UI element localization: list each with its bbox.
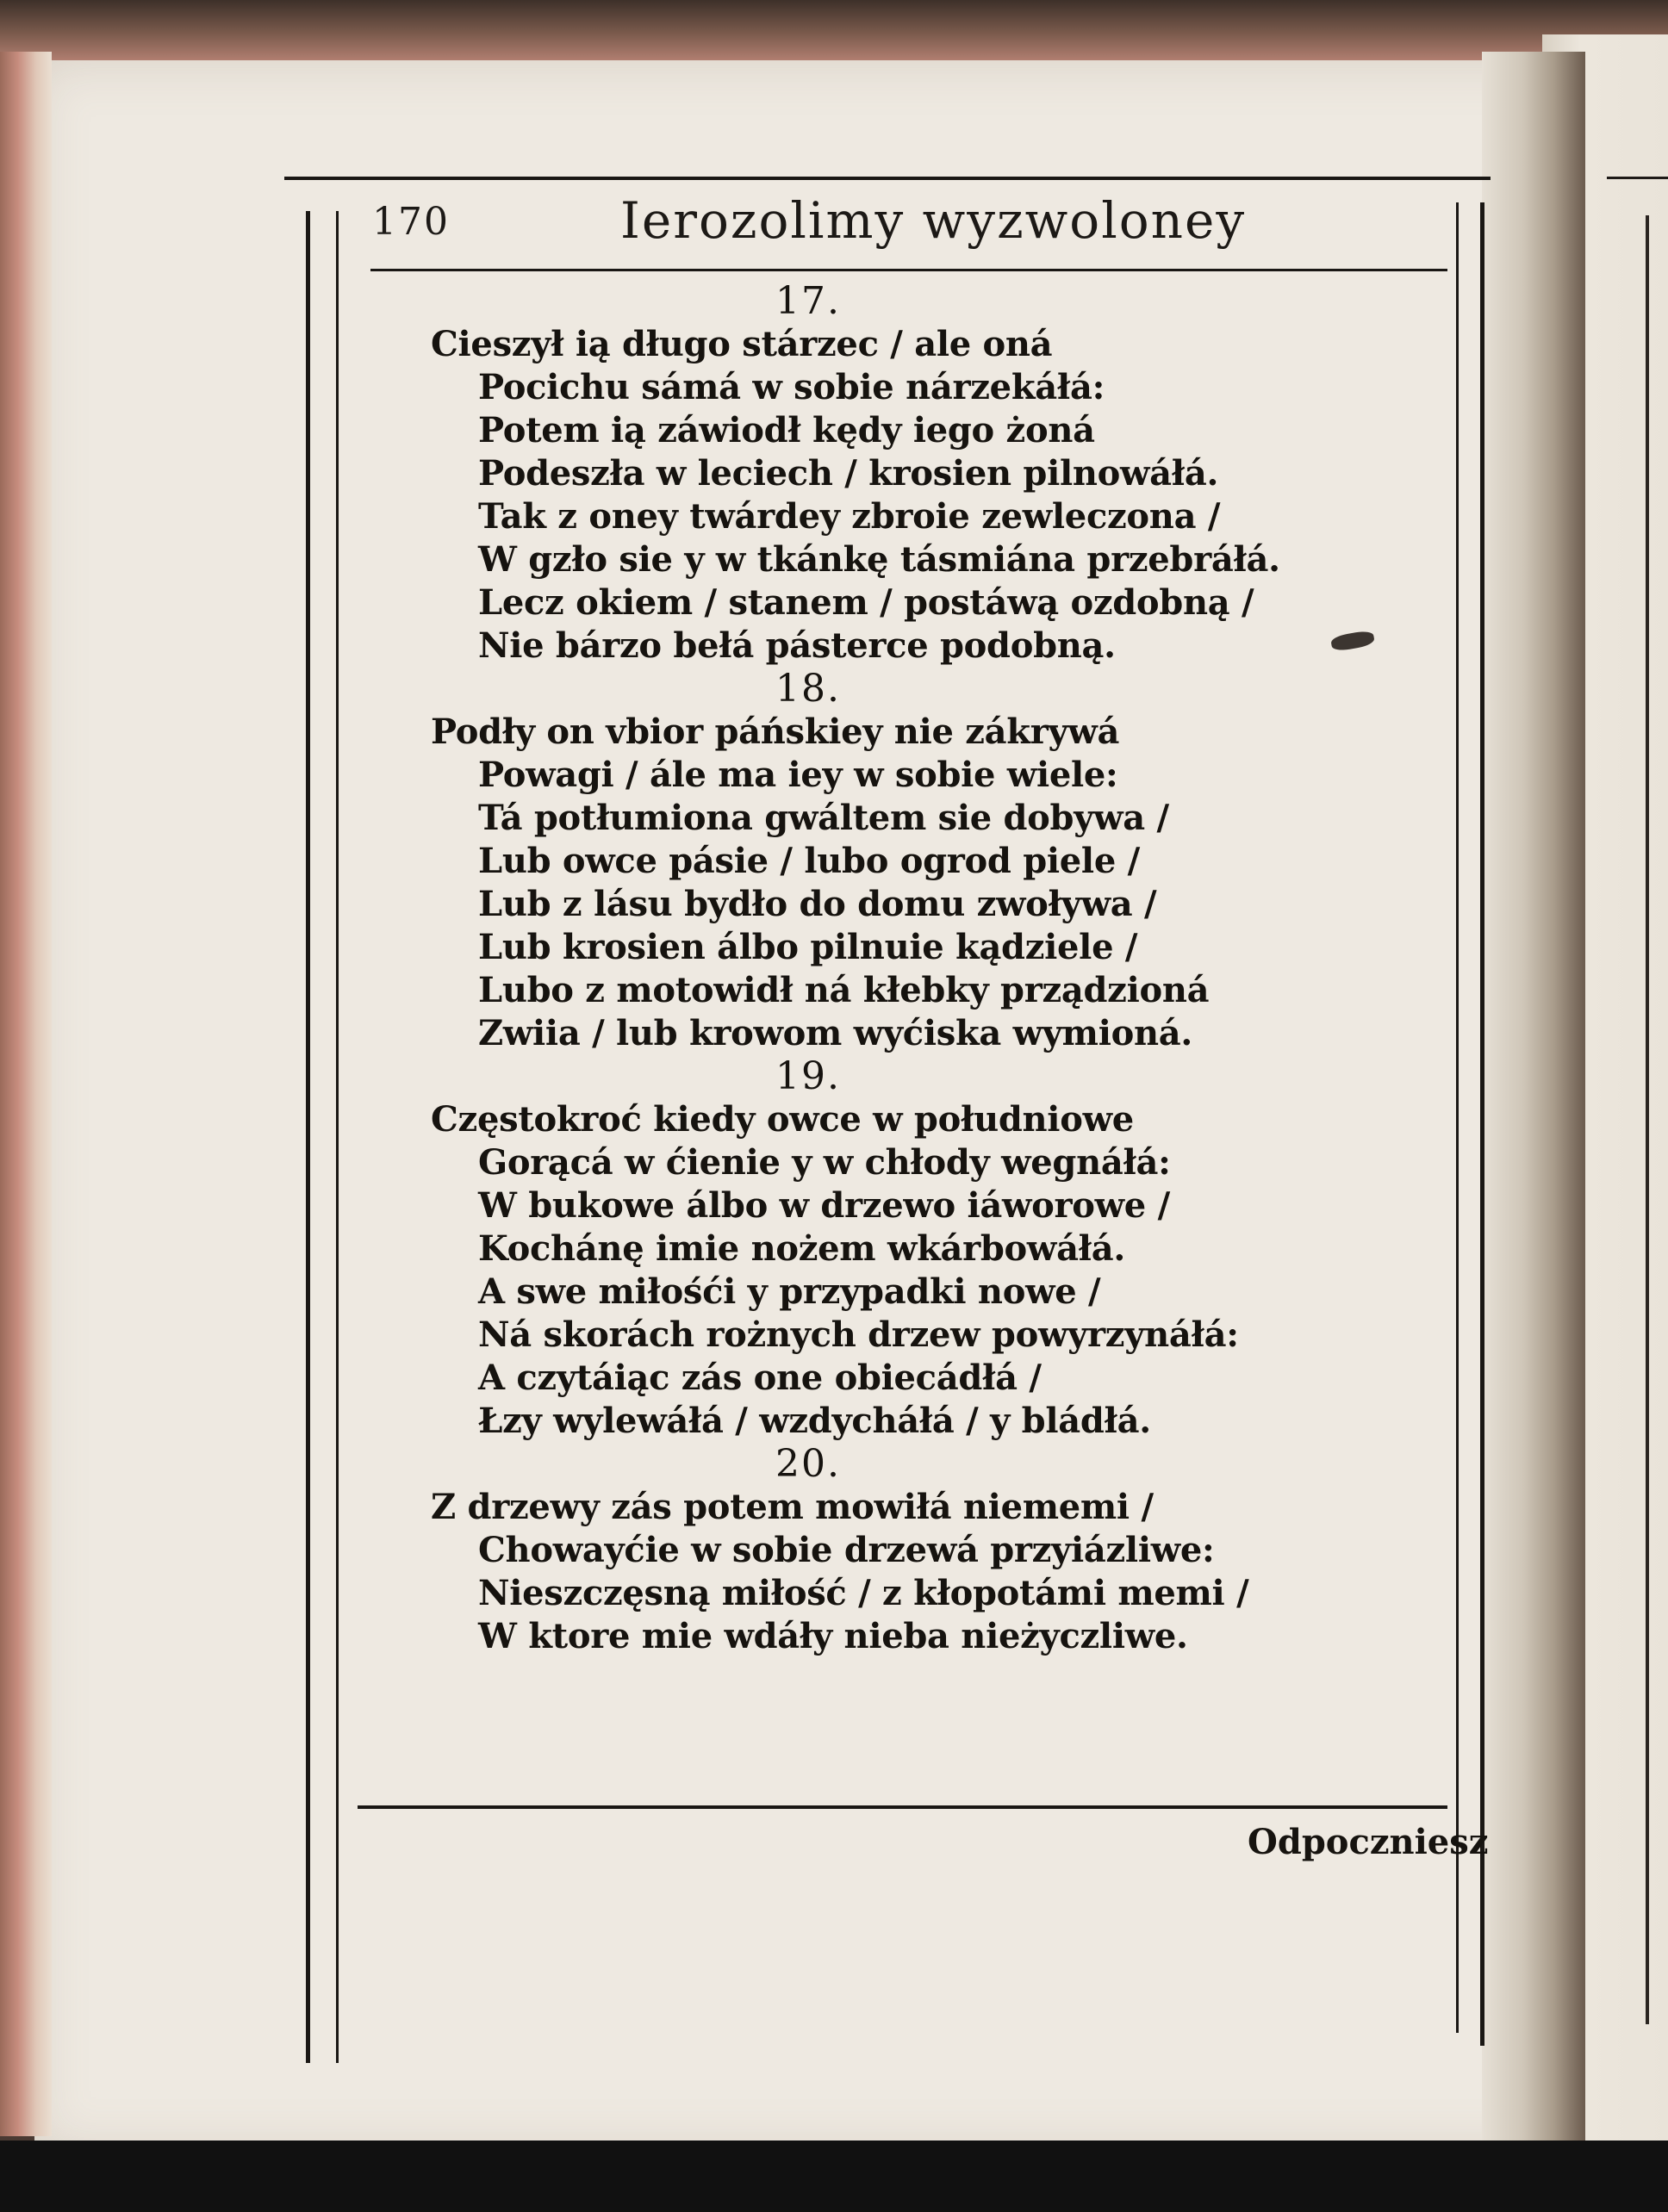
book-top-edge — [0, 0, 1668, 60]
catchword: Odpoczniesz — [1248, 1822, 1489, 1862]
running-title: Ierozolimy wyzwoloney — [620, 191, 1247, 250]
verse-line: Gorącá w ćienie y w chłody wegnáłá: — [478, 1142, 1171, 1183]
verse-line: Kochánę imie nożem wkárbowáłá. — [478, 1228, 1126, 1269]
facing-page-rule — [1607, 177, 1668, 179]
left-frame-outer-line — [306, 211, 310, 2063]
right-frame-inner-line — [1456, 202, 1459, 2033]
background-bottom — [0, 2141, 1668, 2212]
verse-line: Podeszła w leciech / krosien pilnowáłá. — [478, 453, 1219, 494]
verse-line: Potem ią záwiodł kędy iego żoná — [478, 410, 1095, 450]
verse-line: Powagi / ále ma iey w sobie wiele: — [478, 755, 1118, 795]
top-rule — [284, 177, 1491, 180]
verse-line: Lubo z motowidł ná kłebky prządzioná — [478, 970, 1210, 1010]
stanza-number: 19. — [775, 1054, 841, 1098]
verse-line: Lub owce pásie / lubo ogrod piele / — [478, 841, 1140, 881]
right-frame-outer-line — [1480, 202, 1484, 2046]
verse-line: Lub z lásu bydło do domu zwoływa / — [478, 884, 1157, 924]
stanza-number: 18. — [775, 667, 841, 711]
verse-line: Tak z oney twárdey zbroie zewleczona / — [478, 496, 1221, 537]
verse-line: W bukowe álbo w drzewo iáworowe / — [478, 1185, 1170, 1226]
verse-line: Tá potłumiona gwáltem sie dobywa / — [478, 798, 1169, 838]
page-gutter — [1482, 52, 1585, 2153]
page-edges — [0, 52, 52, 2136]
verse-line: A swe miłośći y przypadki nowe / — [478, 1271, 1101, 1312]
verse-line: Nieszczęsną miłość / z kłopotámi memi / — [478, 1573, 1249, 1613]
stanza-17 — [431, 280, 1430, 668]
verse-line: Z drzewy zás potem mowiłá niememi / — [431, 1487, 1154, 1527]
verse-line: Nie bárzo bełá pásterce podobną. — [478, 625, 1116, 666]
verse-line: Częstokroć kiedy owce w południowe — [431, 1099, 1134, 1140]
stanza-20 — [431, 1443, 1430, 1658]
verse-line: Ná skorách rożnych drzew powyrzynáłá: — [478, 1314, 1239, 1355]
stanza-number: 17. — [775, 279, 841, 323]
poem-text — [431, 280, 1430, 1658]
verse-line: Podły on vbior páńskiey nie zákrywá — [431, 711, 1120, 752]
left-frame-inner-line — [336, 211, 339, 2063]
verse-line: Lub krosien álbo pilnuie kądziele / — [478, 927, 1138, 967]
stanza-18 — [431, 668, 1430, 1055]
stanza-19 — [431, 1055, 1430, 1443]
verse-line: Pocichu sámá w sobie nárzekáłá: — [478, 367, 1105, 407]
verse-line: W gzło sie y w tkánkę tásmiána przebráłá. — [478, 539, 1280, 580]
header-rule — [370, 269, 1447, 271]
verse-line: W ktore mie wdáły nieba nieżyczliwe. — [478, 1616, 1188, 1656]
verse-line: Chowayćie w sobie drzewá przyiázliwe: — [478, 1530, 1215, 1570]
verse-line: A czytáiąc zás one obiecádłá / — [478, 1358, 1042, 1398]
bottom-rule — [358, 1805, 1447, 1809]
stanza-number: 20. — [775, 1442, 841, 1486]
verse-line: Zwiia / lub krowom wyćiska wymioná. — [478, 1013, 1193, 1053]
facing-page-frame-line — [1646, 215, 1649, 2024]
page-number: 170 — [372, 200, 450, 244]
verse-line: Cieszył ią długo stárzec / ale oná — [431, 324, 1053, 364]
verse-line: Łzy wylewáłá / wzdycháłá / y bládłá. — [478, 1401, 1151, 1441]
verse-line: Lecz okiem / stanem / postáwą ozdobną / — [478, 582, 1254, 623]
